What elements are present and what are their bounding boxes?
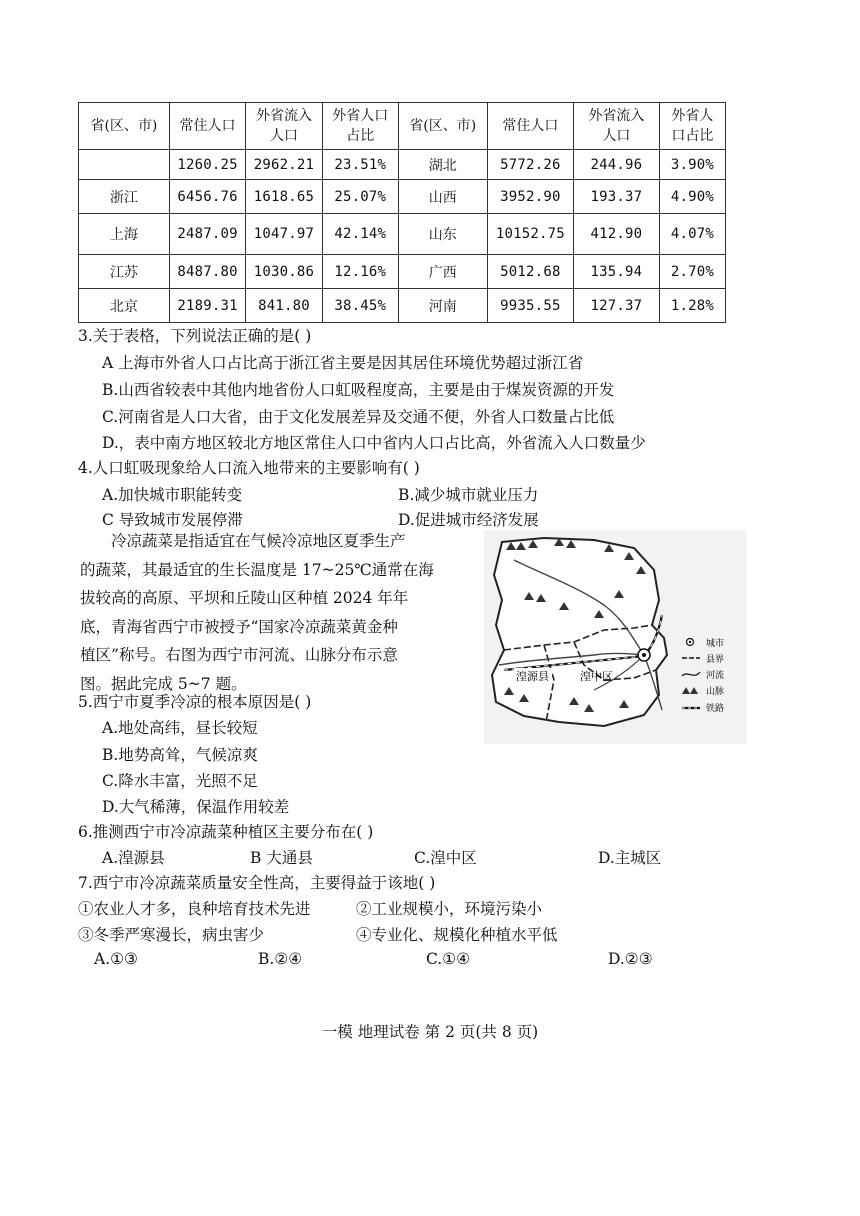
q6-option-c[interactable]: C.湟中区 <box>414 849 477 867</box>
table-cell: 3952.90 <box>487 180 573 214</box>
table-cell: 2962.21 <box>246 150 322 180</box>
q4-option-b[interactable]: B.减少城市就业压力 <box>398 486 539 504</box>
q3-stem: 3.关于表格，下列说法正确的是( ) <box>78 327 312 345</box>
table-cell: 193.37 <box>574 180 660 214</box>
legend-label: 山脉 <box>706 687 725 697</box>
q7-statement-3: ③冬季严寒漫长，病虫害少 <box>78 926 265 944</box>
table-cell: 9935.55 <box>487 289 573 323</box>
header-share-2: 外省人 口占比 <box>659 103 725 150</box>
table-cell: 1030.86 <box>246 255 322 289</box>
table-cell <box>79 150 170 180</box>
q7-option-b[interactable]: B.②④ <box>258 950 303 968</box>
q7-stem: 7.西宁市冷凉蔬菜质量安全性高，主要得益于该地( ) <box>78 874 436 892</box>
table-cell: 25.07% <box>322 180 398 214</box>
table-row <box>79 255 726 289</box>
table-cell: 38.45% <box>322 289 398 323</box>
legend-label: 河流 <box>706 671 725 681</box>
q4-option-c[interactable]: C 导致城市发展停滞 <box>102 511 243 529</box>
header-resident-2: 常住人口 <box>487 103 573 150</box>
passage-line: 的蔬菜，其最适宜的生长温度是 17~25℃通常在海 <box>80 560 434 579</box>
header-inflow-2: 外省流入 人口 <box>574 103 660 150</box>
table-cell: 6456.76 <box>169 180 245 214</box>
legend-label: 铁路 <box>706 704 725 714</box>
table-cell: 4.90% <box>659 180 725 214</box>
table-cell: 244.96 <box>574 150 660 180</box>
table-cell: 3.90% <box>659 150 725 180</box>
xining-river-mountain-map <box>484 530 746 744</box>
table-cell: 1618.65 <box>246 180 322 214</box>
page-footer: 一模 地理试卷 第 2 页(共 8 页) <box>321 1023 539 1041</box>
table-cell: 841.80 <box>246 289 322 323</box>
passage-line: 拔较高的高原、平坝和丘陵山区种植 2024 年年 <box>80 589 409 607</box>
table-cell: 5012.68 <box>487 255 573 289</box>
table-cell: 10152.75 <box>487 214 573 255</box>
table-cell: 上海 <box>79 214 170 255</box>
q3-option-b[interactable]: B.山西省较表中其他内地省份人口虹吸程度高，主要是由于煤炭资源的开发 <box>102 381 615 399</box>
city-marker-dot <box>642 653 646 657</box>
table-cell: 北京 <box>79 289 170 323</box>
table-cell: 5772.26 <box>487 150 573 180</box>
table-cell: 湖北 <box>398 150 487 180</box>
passage-line: 植区”称号。右图为西宁市河流、山脉分布示意 <box>80 646 398 664</box>
table-cell: 1047.97 <box>246 214 322 255</box>
table-header-row <box>79 103 726 150</box>
q5-option-c[interactable]: C.降水丰富，光照不足 <box>102 772 258 790</box>
q6-stem: 6.推测西宁市冷凉蔬菜种植区主要分布在( ) <box>78 823 374 841</box>
table-cell: 4.07% <box>659 214 725 255</box>
q7-option-a[interactable]: A.①③ <box>94 950 138 968</box>
table-row <box>79 180 726 214</box>
table-row <box>79 289 726 323</box>
table-cell: 412.90 <box>574 214 660 255</box>
q7-statement-2: ②工业规模小，环境污染小 <box>356 900 543 918</box>
population-table <box>78 102 726 323</box>
q5-option-b[interactable]: B.地势高耸，气候凉爽 <box>102 746 258 764</box>
table-cell: 山西 <box>398 180 487 214</box>
q7-option-c[interactable]: C.①④ <box>426 950 471 968</box>
q7-statement-4: ④专业化、规模化种植水平低 <box>356 926 558 944</box>
table-row <box>79 150 726 180</box>
table-cell: 河南 <box>398 289 487 323</box>
q3-option-d[interactable]: D.，表中南方地区较北方地区常住人口中省内人口占比高，外省流入人口数量少 <box>102 434 646 452</box>
q6-option-b[interactable]: B 大通县 <box>250 849 313 867</box>
legend-label: 城市 <box>706 639 725 649</box>
q7-statement-1: ①农业人才多，良种培育技术先进 <box>78 900 311 918</box>
table-cell: 1260.25 <box>169 150 245 180</box>
q7-option-d[interactable]: D.②③ <box>608 950 653 968</box>
table-cell: 山东 <box>398 214 487 255</box>
q4-option-d[interactable]: D.促进城市经济发展 <box>398 511 539 529</box>
q4-option-a[interactable]: A.加快城市职能转变 <box>102 486 243 504</box>
table-cell: 2.70% <box>659 255 725 289</box>
header-resident-1: 常住人口 <box>169 103 245 150</box>
q5-option-a[interactable]: A.地处高纬，昼长较短 <box>102 719 258 737</box>
header-share-1: 外省人口 占比 <box>322 103 398 150</box>
q5-option-d[interactable]: D.大气稀薄，保温作用较差 <box>102 798 290 816</box>
q3-option-c[interactable]: C.河南省是人口大省，由于文化发展差异及交通不便，外省人口数量占比低 <box>102 408 615 426</box>
table-cell: 2487.09 <box>169 214 245 255</box>
table-cell: 8487.80 <box>169 255 245 289</box>
q4-stem: 4.人口虹吸现象给人口流入地带来的主要影响有( ) <box>78 459 420 477</box>
region-outline <box>492 538 667 726</box>
table-cell: 江苏 <box>79 255 170 289</box>
map-label-huangyuan: 湟源县 <box>516 670 549 683</box>
table-cell: 135.94 <box>574 255 660 289</box>
table-cell: 浙江 <box>79 180 170 214</box>
q3-option-a[interactable]: A 上海市外省人口占比高于浙江省主要是因其居住环境优势超过浙江省 <box>102 354 584 372</box>
passage-line: 图。据此完成 5~7 题。 <box>80 674 247 693</box>
passage-line: 冷凉蔬菜是指适宜在气候冷凉地区夏季生产 <box>80 532 406 550</box>
table-cell: 12.16% <box>322 255 398 289</box>
header-province-1: 省(区、市) <box>79 103 170 150</box>
table-cell: 23.51% <box>322 150 398 180</box>
reading-passage <box>80 527 462 698</box>
header-province-2: 省(区、市) <box>398 103 487 150</box>
passage-line: 底，青海省西宁市被授予“国家冷凉蔬菜黄金种 <box>80 617 398 636</box>
legend-label: 县界 <box>706 655 725 665</box>
q6-option-d[interactable]: D.主城区 <box>598 849 662 867</box>
table-cell: 广西 <box>398 255 487 289</box>
q5-stem: 5.西宁市夏季冷凉的根本原因是( ) <box>78 693 312 711</box>
table-cell: 2189.31 <box>169 289 245 323</box>
map-label-huangzhong: 湟中区 <box>580 670 613 683</box>
q6-option-a[interactable]: A.湟源县 <box>102 849 165 867</box>
table-cell: 127.37 <box>574 289 660 323</box>
table-row <box>79 214 726 255</box>
table-cell: 1.28% <box>659 289 725 323</box>
table-cell: 42.14% <box>322 214 398 255</box>
header-inflow-1: 外省流入 人口 <box>246 103 322 150</box>
